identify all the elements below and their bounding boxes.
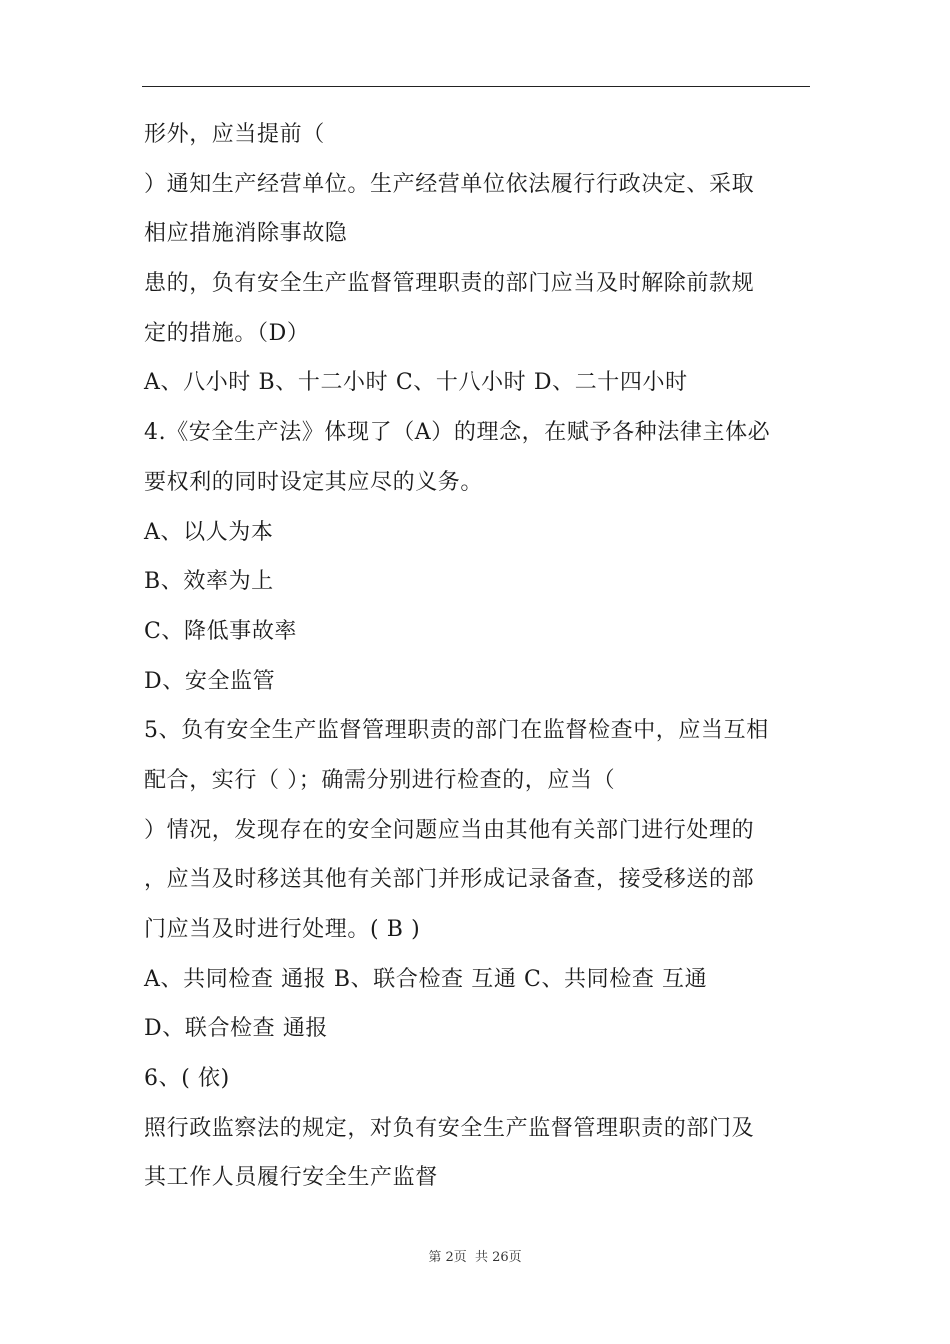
page-number-footer: 第 2页 共 26页 [428,1250,522,1265]
question-3-options: A、八小时 B、十二小时 C、十八小时 D、二十四小时 [144,370,688,396]
text-line: 患的，负有安全生产监督管理职责的部门应当及时解除前款规 [144,271,755,297]
question-4-text: 4.《安全生产法》体现了（A）的理念，在赋予各种法律主体必 [144,420,771,446]
text-line: ，应当及时移送其他有关部门并形成记录备查，接受移送的部 [144,867,755,893]
text-line: ）通知生产经营单位。生产经营单位依法履行行政决定、采取 [144,171,755,197]
text-line: 形外，应当提前（ [144,122,325,147]
text-line: 其工作人员履行安全生产监督 [144,1165,438,1191]
option-a: A、以人为本 [144,519,274,545]
text-line: ）情况，发现存在的安全问题应当由其他有关部门进行处理的 [144,817,755,843]
option-b: B、效率为上 [144,569,274,595]
option-d: D、安全监管 [144,668,276,694]
header-rule [142,86,810,87]
text-line: 配合，实行（ ）；确需分别进行检查的，应当（ [144,767,616,793]
document-body [144,110,814,1203]
option-c: C、降低事故率 [144,618,298,644]
text-line: 定的措施。（D） [144,320,310,346]
text-line: 门应当及时进行处理。( B ) [144,917,421,942]
question-5-options: A、共同检查 通报 B、联合检查 互通 C、共同检查 互通 [144,966,708,992]
text-line: 要权利的同时设定其应尽的义务。 [144,469,484,495]
question-5-text: 5、负有安全生产监督管理职责的部门在监督检查中，应当互相 [144,718,769,744]
text-line: 照行政监察法的规定，对负有安全生产监督管理职责的部门及 [144,1115,755,1141]
question-5-option-d: D、联合检查 通报 [144,1016,329,1042]
question-6-text: 6、( 依) [144,1066,230,1092]
text-line: 相应措施消除事故隐 [144,221,348,247]
